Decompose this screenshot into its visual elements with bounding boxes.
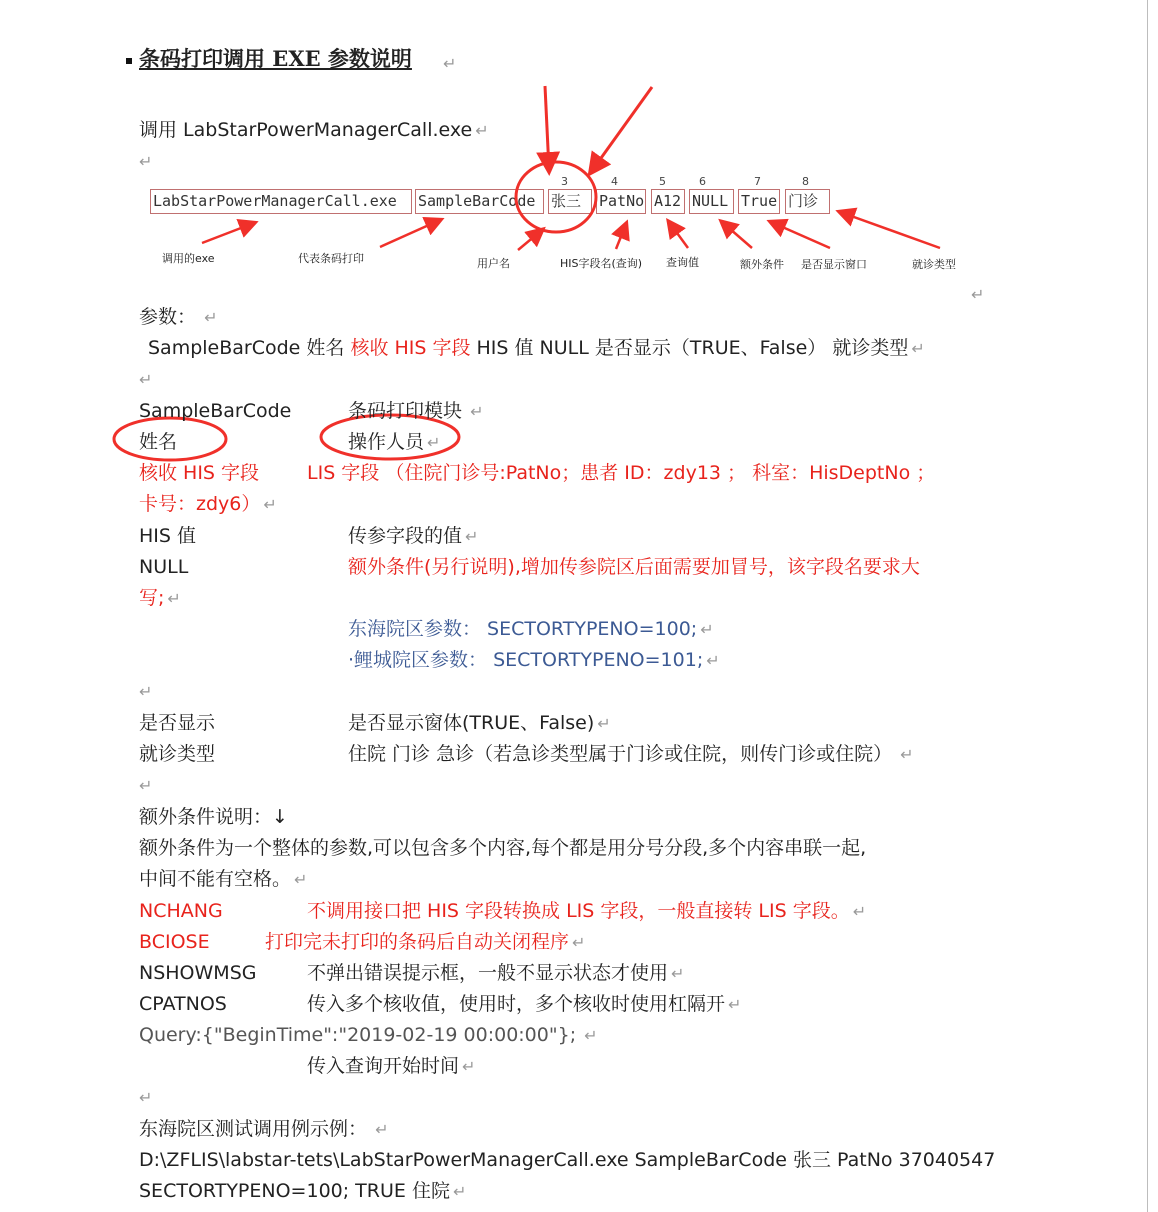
option-key: BCIOSE	[139, 931, 210, 953]
a12-box: A12	[651, 189, 685, 214]
username-box: 张三	[548, 189, 592, 214]
return-mark: ↵	[139, 370, 153, 389]
label-show-window: 是否显示窗口	[801, 258, 867, 271]
def-value-cont: 卡号：zdy6） ↵	[139, 493, 277, 515]
licheng-param: ·鲤城院区参数： SECTORTYPENO=101; ↵	[348, 649, 720, 671]
page-right-margin-line	[1147, 0, 1148, 1212]
null-box: NULL	[689, 189, 734, 214]
intro-line: 调用 LabStarPowerManagerCall.exe ↵	[139, 119, 489, 141]
def-key: 姓名	[139, 431, 178, 453]
def-value: 额外条件(另行说明),增加传参院区后面需要加冒号，该字段名要求大	[348, 556, 920, 578]
example-command-cont: SECTORTYPENO=100; TRUE 住院 ↵	[139, 1180, 467, 1202]
def-value: LIS 字段 （住院门诊号:PatNo；患者 ID：zdy13 ； 科室：HisDeptNo ；	[307, 462, 936, 484]
arrow-icon	[616, 224, 626, 249]
donghai-param: 东海院区参数： SECTORTYPENO=100; ↵	[348, 618, 714, 640]
label-his-field: HIS字段名(查询)	[560, 257, 643, 270]
def-key: NULL	[139, 556, 189, 578]
samplebarcode-box: SampleBarCode	[415, 189, 544, 214]
return-mark: ↵	[139, 1088, 153, 1107]
extra-desc-cont: 中间不能有空格。 ↵	[139, 868, 308, 890]
def-key: 就诊类型	[139, 743, 216, 765]
option-key: Query:{"BeginTime":"2019-02-19 00:00:00"}; ↵	[139, 1024, 598, 1046]
extra-desc: 额外条件为一个整体的参数,可以包含多个内容,每个都是用分号分段,多个内容串联一起,	[139, 837, 867, 859]
def-value: 条码打印模块 ↵	[348, 400, 484, 422]
arrow-icon	[840, 212, 940, 248]
label-query-value: 查询值	[666, 256, 699, 269]
visit-type-box: 门诊	[785, 189, 830, 214]
params-line: SampleBarCode 姓名 核收 HIS 字段 HIS 值 NULL 是否显示（TRUE、False） 就诊类型 ↵	[148, 337, 925, 359]
arrow-icon	[380, 220, 440, 247]
return-mark: ↵	[139, 776, 153, 795]
arrow-icon	[591, 87, 652, 172]
option-value: 打印完未打印的条码后自动关闭程序 ↵	[265, 931, 586, 953]
option-value: 传入多个核收值，使用时，多个核收时使用杠隔开 ↵	[307, 993, 742, 1015]
example-heading: 东海院区测试调用例示例： ↵	[139, 1118, 389, 1140]
index-number: 6	[699, 175, 706, 188]
label-exe: 调用的exe	[162, 252, 215, 265]
def-value: 操作人员 ↵	[348, 431, 441, 453]
arrow-icon	[669, 222, 688, 248]
index-number: 3	[561, 175, 568, 188]
def-value: 住院 门诊 急诊（若急诊类型属于门诊或住院，则传门诊或住院） ↵	[348, 743, 914, 765]
index-number: 5	[659, 175, 666, 188]
label-extra-condition: 额外条件	[740, 258, 784, 271]
def-key: 是否显示	[139, 712, 216, 734]
arrow-icon	[545, 86, 549, 170]
return-mark: ↵	[971, 285, 985, 304]
index-number: 8	[802, 175, 809, 188]
exe-box: LabStarPowerManagerCall.exe	[150, 189, 412, 214]
return-mark: ↵	[443, 54, 457, 73]
option-value: 不调用接口把 HIS 字段转换成 LIS 字段，一般直接转 LIS 字段。 ↵	[307, 900, 867, 922]
arrow-icon	[202, 223, 254, 243]
extra-heading: 额外条件说明：↓	[139, 806, 288, 828]
label-visit-type: 就诊类型	[912, 258, 956, 271]
label-barcode-print: 代表条码打印	[298, 252, 364, 265]
index-number: 7	[754, 175, 761, 188]
option-key: NCHANG	[139, 900, 223, 922]
patno-box: PatNo	[596, 189, 646, 214]
def-value: 是否显示窗体(TRUE、False) ↵	[348, 712, 611, 734]
bullet-marker	[126, 58, 132, 64]
def-value: 传参字段的值 ↵	[348, 525, 479, 547]
index-number: 4	[611, 175, 618, 188]
params-heading: 参数： ↵	[139, 306, 218, 328]
true-box: True	[738, 189, 780, 214]
option-value: 传入查询开始时间 ↵	[307, 1055, 476, 1077]
option-value: 不弹出错误提示框，一般不显示状态才使用 ↵	[307, 962, 685, 984]
return-mark: ↵	[139, 152, 153, 171]
label-username: 用户名	[477, 257, 510, 270]
arrow-icon	[722, 222, 752, 248]
return-mark: ↵	[139, 682, 153, 701]
def-key: HIS 值	[139, 525, 196, 547]
option-key: CPATNOS	[139, 993, 227, 1015]
example-command: D:\ZFLIS\labstar-tets\LabStarPowerManagerCall.exe SampleBarCode 张三 PatNo 37040547	[139, 1149, 996, 1171]
arrow-icon	[518, 230, 542, 250]
def-key: SampleBarCode	[139, 400, 292, 422]
option-key: NSHOWMSG	[139, 962, 257, 984]
arrow-icon	[771, 222, 830, 248]
def-key: 核收 HIS 字段	[139, 462, 260, 484]
page-title: 条码打印调用 EXE 参数说明	[139, 46, 412, 71]
def-value-cont: 写; ↵	[139, 587, 181, 609]
